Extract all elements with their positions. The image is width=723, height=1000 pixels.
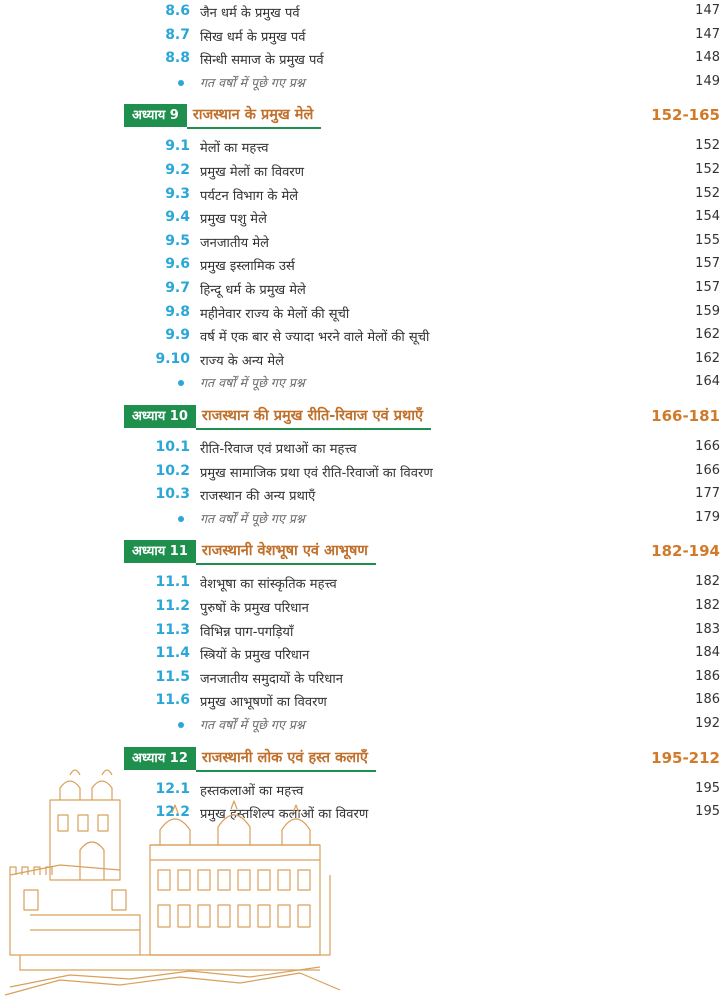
section-title: राज्य के अन्य मेले: [200, 353, 284, 369]
toc-entry: [0, 666, 723, 690]
chapter-page-range: 195-212: [651, 748, 720, 767]
page-number: 186: [695, 692, 720, 708]
section-number: 11.4: [155, 645, 190, 662]
toc-entry: [0, 324, 723, 348]
toc-entry: [0, 301, 723, 325]
section-number: 9.10: [155, 350, 190, 367]
page-number: 152: [695, 185, 720, 201]
section-title: प्रमुख आभूषणों का विवरण: [200, 695, 327, 711]
section-title: प्रमुख पशु मेले: [200, 212, 267, 228]
section-number: 9.3: [165, 185, 190, 202]
section-number: 9.5: [165, 232, 190, 249]
chapter-number-badge: अध्याय 11: [124, 540, 196, 563]
section-number: 9.1: [165, 138, 190, 155]
chapter-heading: [0, 405, 723, 431]
section-title: सिन्धी समाज के प्रमुख पर्व: [200, 53, 324, 69]
toc-entry: [0, 507, 723, 531]
page-number: 157: [695, 256, 720, 272]
toc-entry: [0, 371, 723, 395]
section-title: विभिन्न पाग-पगड़ियाँ: [200, 624, 294, 640]
section-number: 11.6: [155, 692, 190, 709]
section-number: 11.5: [155, 668, 190, 685]
page-number: 155: [695, 232, 720, 248]
bullet-icon: [178, 516, 184, 522]
page-number: 147: [695, 3, 720, 18]
page-number: 166: [695, 439, 720, 454]
chapter-title: राजस्थानी लोक एवं हस्त कलाएँ: [196, 747, 376, 772]
toc-entry: [0, 253, 723, 277]
page-number: 195: [695, 804, 720, 820]
chapter-number-badge: अध्याय 12: [124, 747, 196, 770]
section-number: 11.1: [155, 574, 190, 591]
page-number: 152: [695, 162, 720, 177]
section-title: मेलों का महत्त्व: [200, 141, 269, 157]
section-title: प्रमुख सामाजिक प्रथा एवं रीति-रिवाजों का विवरण: [200, 465, 433, 481]
bullet-icon: [178, 80, 184, 86]
page-number: 157: [695, 280, 720, 295]
toc-entry: [0, 619, 723, 643]
section-number: 10.2: [155, 462, 190, 479]
chapter-number-badge: अध्याय 9: [124, 104, 187, 127]
page-number: 162: [695, 350, 720, 366]
section-number: 11.2: [155, 598, 190, 614]
section-title: प्रमुख मेलों का विवरण: [200, 165, 305, 180]
toc-entry: [0, 348, 723, 372]
toc-entry: [0, 71, 723, 95]
section-title: गत वर्षों में पूछे गए प्रश्न: [200, 74, 305, 90]
section-number: 9.9: [165, 327, 190, 344]
section-number: 10.3: [155, 486, 190, 503]
page-number: 184: [695, 645, 720, 661]
bullet-icon: [178, 380, 184, 386]
section-title: पुरुषों के प्रमुख परिधान: [200, 601, 309, 616]
section-title: गत वर्षों में पूछे गए प्रश्न: [200, 510, 305, 526]
toc-entry: [0, 483, 723, 507]
toc-entry: [0, 571, 723, 595]
section-number: 9.6: [165, 256, 190, 273]
section-title: राजस्थान की अन्य प्रथाएँ: [200, 489, 316, 505]
section-title: जनजातीय समुदायों के परिधान: [200, 671, 343, 687]
section-number: 10.1: [155, 439, 190, 455]
section-title: महीनेवार राज्य के मेलों की सूची: [200, 306, 350, 322]
page-number: 179: [695, 509, 720, 525]
section-number: 12.2: [155, 804, 190, 821]
toc-entry: [0, 0, 723, 24]
section-title: रीति-रिवाज एवं प्रथाओं का महत्त्व: [200, 442, 357, 457]
page-number: 147: [695, 26, 720, 42]
page-number: 148: [695, 50, 720, 66]
section-title: पर्यटन विभाग के मेले: [200, 188, 299, 204]
chapter-page-range: 166-181: [651, 407, 720, 425]
chapter-title: राजस्थानी वेशभूषा एवं आभूषण: [196, 540, 376, 565]
section-title: वर्ष में एक बार से ज्यादा भरने वाले मेलों की सूची: [200, 330, 430, 346]
toc-entry: [0, 183, 723, 207]
section-title: हस्तकलाओं का महत्त्व: [200, 783, 304, 799]
section-title: जैन धर्म के प्रमुख पर्व: [200, 6, 300, 21]
section-title: हिन्दू धर्म के प्रमुख मेले: [200, 283, 306, 298]
section-title: प्रमुख इस्लामिक उर्स: [200, 259, 295, 275]
section-title: गत वर्षों में पूछे गए प्रश्न: [200, 717, 305, 732]
chapter-heading: [0, 540, 723, 566]
page-number: 183: [695, 621, 720, 637]
section-number: 11.3: [155, 621, 190, 638]
page-number: 164: [695, 374, 720, 390]
page-number: 162: [695, 327, 720, 343]
chapter-heading: [0, 104, 723, 130]
page-number: 159: [695, 303, 720, 319]
toc-entry: [0, 436, 723, 460]
page-number: 186: [695, 668, 720, 684]
section-number: 9.7: [165, 280, 190, 296]
toc-entry: [0, 713, 723, 737]
toc-entry: [0, 24, 723, 48]
section-number: 8.8: [165, 50, 190, 67]
chapter-page-range: 152-165: [651, 106, 720, 125]
chapter-title: राजस्थान की प्रमुख रीति-रिवाज एवं प्रथाएँ: [196, 405, 431, 430]
section-number: 9.8: [165, 303, 190, 320]
section-number: 12.1: [155, 780, 190, 797]
chapter-page-range: 182-194: [651, 542, 720, 561]
page-number: 177: [695, 486, 720, 502]
section-title: जनजातीय मेले: [200, 235, 269, 251]
page-number: 166: [695, 462, 720, 478]
section-title: सिख धर्म के प्रमुख पर्व: [200, 29, 306, 45]
bullet-icon: [178, 722, 184, 728]
fort-palace-illustration: [0, 755, 360, 1000]
page-number: 192: [695, 716, 720, 731]
toc-entry: [0, 206, 723, 230]
page-number: 182: [695, 598, 720, 613]
page-number: 152: [695, 138, 720, 154]
section-number: 9.2: [165, 162, 190, 178]
page-number: 149: [695, 73, 720, 89]
section-title: वेशभूषा का सांस्कृतिक महत्त्व: [200, 577, 337, 593]
toc-entry: [0, 277, 723, 301]
section-title: प्रमुख हस्तशिल्प कलाओं का विवरण: [200, 807, 369, 823]
toc-entry: [0, 159, 723, 183]
chapter-number-badge: अध्याय 10: [124, 405, 196, 428]
page-number: 154: [695, 209, 720, 225]
section-number: 8.7: [165, 26, 190, 43]
page-number: 195: [695, 780, 720, 796]
toc-entry: [0, 642, 723, 666]
toc-entry: [0, 47, 723, 71]
toc-entry: [0, 135, 723, 159]
toc-entry: [0, 689, 723, 713]
section-title: गत वर्षों में पूछे गए प्रश्न: [200, 375, 305, 391]
page-number: 182: [695, 574, 720, 590]
section-title: स्त्रियों के प्रमुख परिधान: [200, 648, 310, 664]
section-number: 9.4: [165, 209, 190, 226]
chapter-title: राजस्थान के प्रमुख मेले: [187, 104, 321, 129]
toc-entry: [0, 460, 723, 484]
section-number: 8.6: [165, 3, 190, 19]
toc-entry: [0, 595, 723, 619]
toc-entry: [0, 230, 723, 254]
